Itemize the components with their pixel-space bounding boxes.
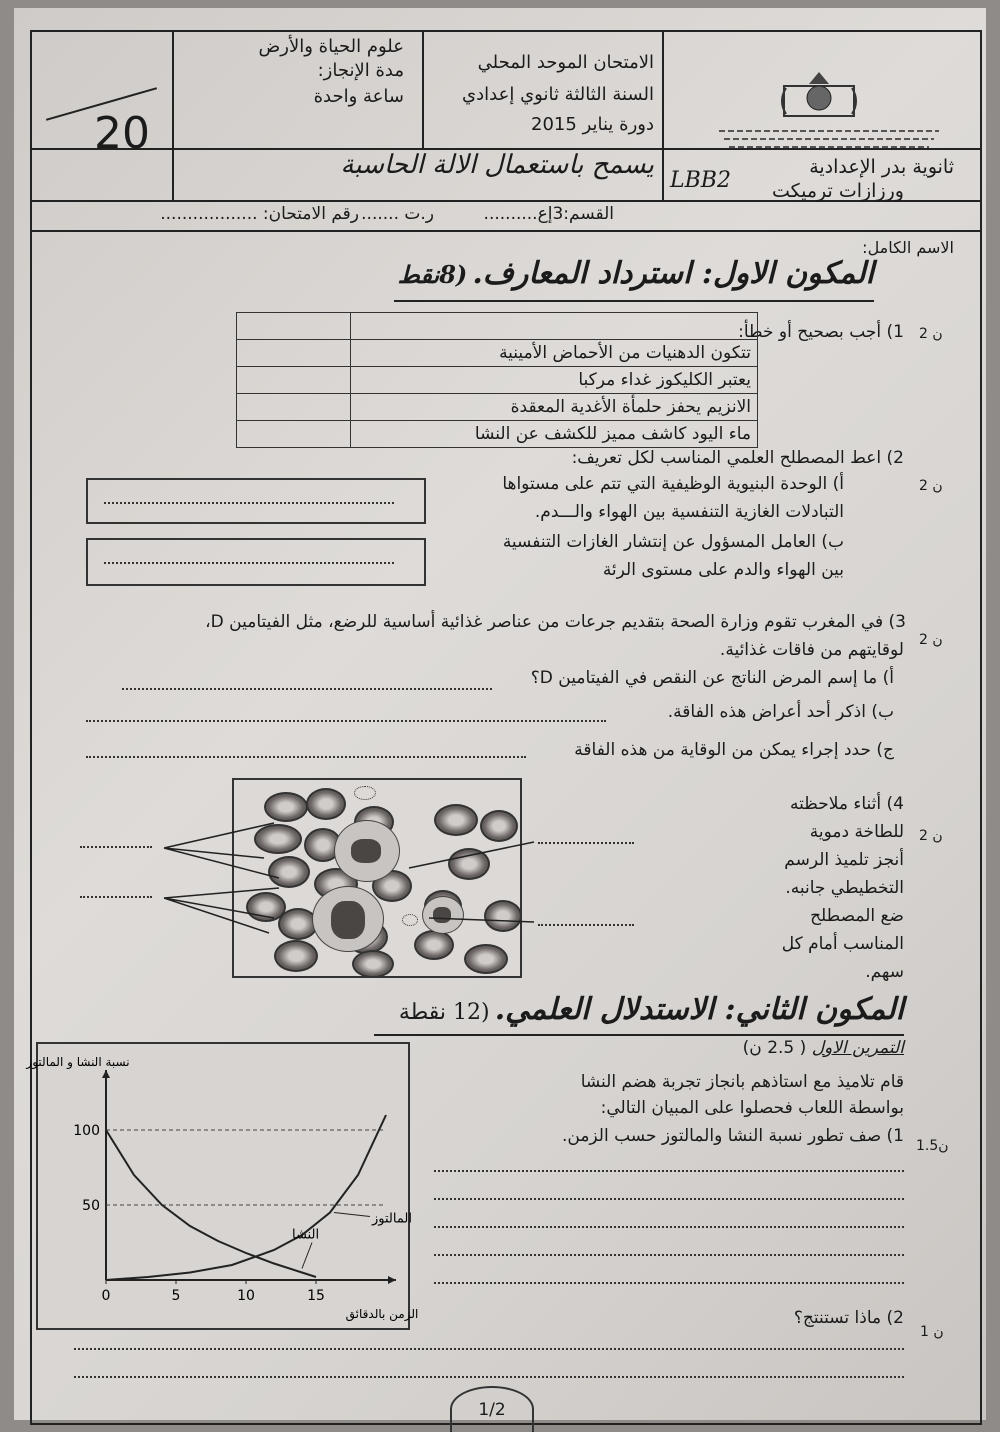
starch-curve [106, 1130, 316, 1277]
q2-b-line2: بين الهواء والدم على مستوى الرئة [602, 560, 844, 580]
fullname-field[interactable]: الاسم الكامل: [862, 238, 954, 257]
part2-title: المكون الثاني: الاستدلال العلمي. [494, 992, 904, 1027]
exam-sheet [14, 8, 986, 1420]
calculator-note: يسمح باستعمال الالة الحاسبة [340, 150, 654, 180]
exercise1-intro-1: قام تلاميذ مع استاذهم بانجاز تجربة هضم النشا [580, 1072, 904, 1092]
exercise1-intro-2: بواسطة اللعاب فحصلوا على المبيان التالي: [600, 1098, 904, 1118]
q1-answer-line[interactable] [434, 1254, 904, 1256]
q4-line: أنجز تلميذ الرسم [784, 850, 904, 870]
answer-cell[interactable] [237, 367, 351, 394]
duration-value: ساعة واحدة [313, 86, 404, 107]
y-axis-arrow-icon [102, 1070, 110, 1078]
maltose-pointer [334, 1213, 370, 1217]
exercise1-q2: 2) ماذا تستنتج؟ [793, 1308, 904, 1328]
true-false-table [236, 312, 758, 448]
answer-cell[interactable] [237, 394, 351, 421]
x-tick-label: 15 [307, 1288, 325, 1304]
exam-title: الامتحان الموحد المحلي [477, 52, 654, 73]
exercise1-points: ( 2.5 ن) [742, 1038, 807, 1058]
duration-label: مدة الإنجاز: [317, 60, 404, 81]
exam-session: دورة يناير 2015 [531, 114, 654, 135]
q3-b: ب) اذكر أحد أعراض هذه الفاقة. [667, 702, 894, 722]
school-location: ورزازات ترميكت [771, 180, 904, 202]
x-tick-label: 5 [171, 1288, 181, 1304]
q4-line: للطاخة دموية [809, 822, 904, 842]
ministry-stamp-lines [714, 126, 944, 152]
table-row [237, 340, 758, 367]
q2-a-line1: أ) الوحدة البنيوية الوظيفية التي تتم على مستواها [502, 474, 844, 494]
digestion-chart [26, 1042, 419, 1330]
y-tick-label: 100 [73, 1123, 100, 1139]
table-row [237, 367, 758, 394]
starch-label: النشا [292, 1227, 320, 1243]
rt-field[interactable]: ر.ت ....... [361, 204, 434, 224]
subject-title: علوم الحياة والأرض [258, 36, 404, 57]
q2-points: 2 ن [919, 478, 943, 494]
q1-answer-line[interactable] [434, 1282, 904, 1284]
score-total: 20 [94, 108, 150, 159]
q4-text [744, 790, 904, 986]
maltose-label: المالتوز [372, 1211, 412, 1227]
x-axis-arrow-icon [388, 1276, 396, 1284]
q4-answer-4[interactable] [538, 924, 634, 926]
q4-line: المناسب أمام كل سهم. [781, 934, 904, 982]
q2-a-line2: التبادلات الغازية التنفسية بين الهواء والـــدم. [534, 502, 844, 522]
maltose-curve [106, 1115, 386, 1280]
q3-label: 3) في المغرب تقوم وزارة الصحة بتقديم جرعات من عناصر غذائية أساسية للرضع، مثل الفيتامين D، [205, 612, 906, 632]
exercise1-title: التمرين الاول [811, 1038, 904, 1058]
page-number: 1/2 [478, 1400, 506, 1420]
part2-header [254, 992, 904, 1027]
q1-answer-line[interactable] [434, 1226, 904, 1228]
q1-answer-line[interactable] [434, 1170, 904, 1172]
statement-cell: ماء اليود كاشف مميز للكشف عن النشا [351, 421, 758, 448]
x-tick-label: 0 [101, 1288, 111, 1304]
answer-cell[interactable] [237, 340, 351, 367]
q2-answer-line[interactable] [74, 1376, 904, 1378]
statement-cell: تتكون الدهنيات من الأحماض الأمينية [351, 340, 758, 367]
exercise1-q2-points: 1 ن [920, 1324, 944, 1340]
label-arrows [74, 798, 574, 938]
answer-cell[interactable] [237, 421, 351, 448]
exam-number-field[interactable]: رقم الامتحان: .................. [160, 204, 359, 224]
q4-answer-3[interactable] [538, 842, 634, 844]
kingdom-emblem-icon [774, 66, 864, 126]
q3-c-answer[interactable] [86, 756, 526, 758]
q3-b-answer[interactable] [86, 720, 606, 722]
class-field[interactable]: القسم:3إع.......... [483, 204, 614, 224]
x-tick-label: 10 [237, 1288, 255, 1304]
exercise1-label [714, 1038, 904, 1058]
exercise1-q1: 1) صف تطور نسبة النشا والمالتوز حسب الزمن. [561, 1126, 904, 1146]
x-axis-label: الزمن بالدقائق [345, 1307, 419, 1321]
q2-answer-line[interactable] [74, 1348, 904, 1350]
q3-label-line2: لوقايتهم من فاقات غذائية. [719, 640, 904, 660]
q3-c: ج) حدد إجراء يمكن من الوقاية من هذه الفاقة [574, 740, 894, 760]
q1-answer-line[interactable] [434, 1198, 904, 1200]
table-row [237, 421, 758, 448]
q4-line: 4) أثناء ملاحظته [790, 794, 904, 814]
exam-level: السنة الثالثة ثانوي إعدادي [462, 84, 654, 105]
q3-points: 2 ن [919, 632, 943, 648]
y-axis-label: نسبة النشا و المالتوز [26, 1055, 130, 1069]
q4-answer-2[interactable] [80, 896, 152, 898]
part2-points: (12 نقطة [398, 1000, 490, 1025]
q1-label: 1) أجب بصحيح أو خطأ: [738, 322, 904, 342]
q1-points: 2 ن [919, 326, 943, 342]
answer-box-a[interactable] [86, 478, 426, 524]
q4-line: التخطيطي جانبه. [785, 878, 904, 898]
q2-label: 2) اعط المصطلح العلمي المناسب لكل تعريف: [571, 448, 904, 468]
q3-a: أ) ما إسم المرض الناتج عن النقص في الفيتامين D؟ [530, 668, 894, 688]
q2-b-line1: ب) العامل المسؤول عن إنتشار الغازات التنفسية [502, 532, 844, 552]
part1-header [264, 256, 874, 291]
part1-title: المكون الاول: استرداد المعارف. [472, 256, 874, 291]
handwritten-code: LBB2 [670, 168, 731, 193]
q4-answer-1[interactable] [80, 846, 152, 848]
statement-cell: يعتبر الكليكوز غداء مركبا [351, 367, 758, 394]
q4-line: ضع المصطلح [810, 906, 904, 926]
starch-pointer [302, 1243, 312, 1269]
table-row [237, 394, 758, 421]
statement-cell: الانزيم يحفز حلمأة الأغدية المعقدة [351, 394, 758, 421]
exercise1-q1-points: 1.5ن [916, 1138, 949, 1154]
chart-svg [26, 1044, 419, 1328]
q3-a-answer[interactable] [122, 688, 492, 690]
q4-points: 2 ن [919, 828, 943, 844]
page-number-badge [450, 1386, 534, 1432]
y-tick-label: 50 [82, 1198, 100, 1214]
school-name: ثانوية بدر الإعدادية [809, 156, 954, 178]
part1-points: (8نقط [397, 260, 468, 289]
